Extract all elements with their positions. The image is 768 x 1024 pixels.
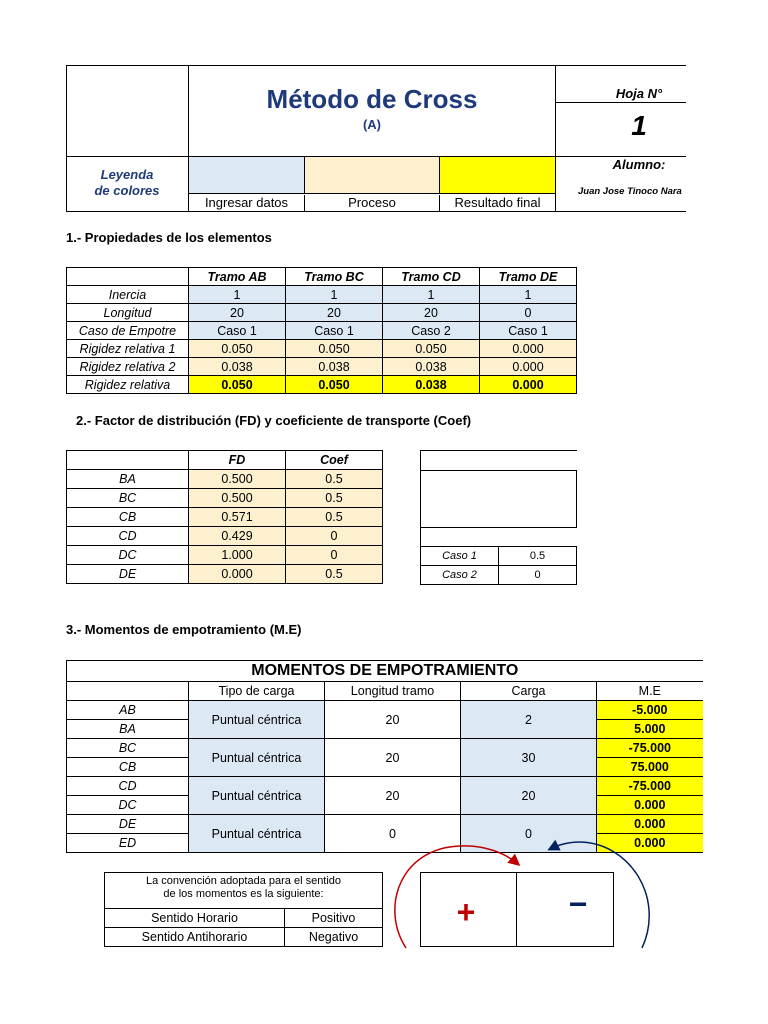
legend-label-process: Proceso xyxy=(305,195,440,212)
moment-arrows xyxy=(380,838,680,950)
tipo-carga-cell[interactable]: Puntual céntrica xyxy=(189,815,325,853)
col-me: M.E xyxy=(597,682,703,701)
col-tramo-cd: Tramo CD xyxy=(383,268,480,286)
properties-header-row xyxy=(67,268,577,286)
table-cell[interactable]: 1 xyxy=(480,286,577,304)
row-label: AB xyxy=(67,701,189,720)
moments-header-empty xyxy=(67,682,189,701)
row-label: Rigidez relativa 2 xyxy=(67,358,189,376)
me-cell: -5.000 xyxy=(597,701,703,720)
convention-row xyxy=(105,928,383,947)
table-cell: 0.5 xyxy=(286,489,383,508)
row-label: DC xyxy=(67,796,189,815)
row-label: DE xyxy=(67,815,189,834)
moments-title-row xyxy=(67,661,703,682)
cases-header-row xyxy=(421,451,577,471)
section1-title: 1.- Propiedades de los elementos xyxy=(66,230,272,245)
col-tipo-carga: Tipo de carga xyxy=(189,682,325,701)
legend-label-result: Resultado final xyxy=(454,195,541,210)
case-row xyxy=(421,566,577,585)
distribution-table xyxy=(66,450,383,584)
convention-sign: Negativo xyxy=(285,928,383,947)
student-label: Alumno: xyxy=(612,157,666,172)
me-cell: 0.000 xyxy=(597,796,703,815)
row-label: Inercia xyxy=(67,286,189,304)
student-name: Juan Jose Tinoco Nara xyxy=(578,186,682,197)
convention-sign: Positivo xyxy=(285,909,383,928)
carga-cell[interactable]: 30 xyxy=(461,739,597,777)
row-label: DE xyxy=(67,565,189,584)
page-subtitle: (A) xyxy=(362,117,382,132)
section2-title: 2.- Factor de distribución (FD) y coeficiente de transporte (Coef) xyxy=(76,413,472,428)
table-row xyxy=(67,739,703,758)
table-cell: 0.500 xyxy=(189,470,286,489)
properties-table xyxy=(66,267,577,394)
table-cell[interactable]: 1 xyxy=(383,286,480,304)
cases-table xyxy=(420,450,577,585)
table-cell: 0.050 xyxy=(189,340,286,358)
table-cell[interactable]: Caso 1 xyxy=(189,322,286,340)
row-label: Rigidez relativa 1 xyxy=(67,340,189,358)
me-cell: 75.000 xyxy=(597,758,703,777)
legend-swatch-result xyxy=(440,157,555,193)
convention-text xyxy=(105,873,383,909)
table-cell: 0.050 xyxy=(189,376,286,394)
legend-hline xyxy=(188,193,555,194)
row-label: DC xyxy=(67,546,189,565)
table-row xyxy=(67,777,703,796)
table-cell: 0 xyxy=(286,546,383,565)
table-cell: 0.5 xyxy=(286,565,383,584)
table-row xyxy=(67,701,703,720)
section3-title: 3.- Momentos de empotramiento (M.E) xyxy=(66,622,302,637)
convention-sense: Sentido Horario xyxy=(105,909,285,928)
row-rigidez-2 xyxy=(67,358,577,376)
row-label: BA xyxy=(67,470,189,489)
table-cell[interactable]: 20 xyxy=(286,304,383,322)
table-cell[interactable]: 1 xyxy=(286,286,383,304)
table-cell: 0.5 xyxy=(286,470,383,489)
table-cell: 0.050 xyxy=(286,376,383,394)
sheet-hline xyxy=(555,102,686,103)
plus-icon: + xyxy=(456,894,476,930)
me-cell: 0.000 xyxy=(597,834,703,853)
legend-label-line-2: de colores xyxy=(94,183,160,198)
me-cell: -75.000 xyxy=(597,739,703,758)
convention-text-line-1: La convención adoptada para el sentido xyxy=(145,875,342,887)
table-row xyxy=(67,470,383,489)
table-cell: 0.050 xyxy=(286,340,383,358)
longitud-cell: 20 xyxy=(325,739,461,777)
table-cell: 0.050 xyxy=(383,340,480,358)
case-row xyxy=(421,547,577,566)
case-value: 0 xyxy=(499,566,577,585)
sheet-number: 1 xyxy=(631,110,647,141)
table-row xyxy=(67,508,383,527)
col-tramo-de: Tramo DE xyxy=(480,268,577,286)
carga-cell[interactable]: 2 xyxy=(461,701,597,739)
cases-blank-cell xyxy=(421,471,577,528)
convention-text-line-2: de los momentos es la siguiente: xyxy=(163,888,324,900)
table-cell: 1.000 xyxy=(189,546,286,565)
properties-header-empty xyxy=(67,268,189,286)
counterclockwise-arrow-icon xyxy=(550,842,649,948)
table-row xyxy=(67,565,383,584)
table-row xyxy=(67,815,703,834)
longitud-cell: 20 xyxy=(325,777,461,815)
table-cell: 0.038 xyxy=(189,358,286,376)
convention-text-row xyxy=(105,873,383,909)
convention-sense: Sentido Antihorario xyxy=(105,928,285,947)
legend-label-input: Ingresar datos xyxy=(189,195,305,212)
table-cell[interactable]: 0 xyxy=(480,304,577,322)
convention-table xyxy=(104,872,383,947)
moments-table xyxy=(66,660,703,853)
table-row xyxy=(67,489,383,508)
row-longitud xyxy=(67,304,577,322)
legend-label xyxy=(66,167,188,199)
table-row xyxy=(67,546,383,565)
row-label: BC xyxy=(67,739,189,758)
convention-row xyxy=(105,909,383,928)
legend-swatch-input xyxy=(189,157,305,193)
legend-label-line-1: Leyenda xyxy=(100,167,154,182)
table-cell[interactable]: 1 xyxy=(189,286,286,304)
row-label: CD xyxy=(67,777,189,796)
row-label: Caso de Empotre xyxy=(67,322,189,340)
minus-icon: − xyxy=(568,886,588,922)
table-cell: 0.571 xyxy=(189,508,286,527)
row-rigidez-relativa xyxy=(67,376,577,394)
col-tramo-ab: Tramo AB xyxy=(189,268,286,286)
row-label: Longitud xyxy=(67,304,189,322)
row-label: Rigidez relativa xyxy=(67,376,189,394)
col-fd: FD xyxy=(189,451,286,470)
distribution-header-row xyxy=(67,451,383,470)
cases-header-empty xyxy=(421,451,577,471)
table-cell[interactable]: Caso 2 xyxy=(383,322,480,340)
sheet-label: Hoja N° xyxy=(615,86,663,101)
table-cell: 0.038 xyxy=(383,376,480,394)
moments-header-row xyxy=(67,682,703,701)
table-cell: 0.5 xyxy=(286,508,383,527)
me-cell: 0.000 xyxy=(597,815,703,834)
table-cell: 0.038 xyxy=(286,358,383,376)
moments-table-title: MOMENTOS DE EMPOTRAMIENTO xyxy=(67,661,703,682)
me-cell: 5.000 xyxy=(597,720,703,739)
clockwise-arrow-icon xyxy=(395,846,518,948)
row-caso-empotre xyxy=(67,322,577,340)
me-cell: -75.000 xyxy=(597,777,703,796)
row-label: BA xyxy=(67,720,189,739)
row-label: CB xyxy=(67,758,189,777)
table-cell: 0.000 xyxy=(480,340,577,358)
table-cell[interactable]: Caso 1 xyxy=(480,322,577,340)
carga-cell[interactable]: 0 xyxy=(461,815,597,853)
case-label: Caso 2 xyxy=(421,566,499,585)
case-value: 0.5 xyxy=(499,547,577,566)
table-cell: 0.000 xyxy=(480,376,577,394)
col-coef: Coef xyxy=(286,451,383,470)
longitud-cell: 20 xyxy=(325,701,461,739)
table-cell[interactable]: Caso 1 xyxy=(286,322,383,340)
cases-spacer-row xyxy=(421,528,577,547)
table-cell: 0.038 xyxy=(383,358,480,376)
cases-spacer-cell xyxy=(421,528,577,547)
table-cell: 0.500 xyxy=(189,489,286,508)
row-label: BC xyxy=(67,489,189,508)
distribution-header-empty xyxy=(67,451,189,470)
longitud-cell: 0 xyxy=(325,815,461,853)
cases-blank-row xyxy=(421,471,577,528)
table-cell[interactable]: 20 xyxy=(383,304,480,322)
table-cell: 0.429 xyxy=(189,527,286,546)
row-label: CD xyxy=(67,527,189,546)
page-title: Método de Cross xyxy=(266,84,478,114)
table-row xyxy=(67,527,383,546)
col-carga: Carga xyxy=(461,682,597,701)
row-label: ED xyxy=(67,834,189,853)
col-longitud-tramo: Longitud tramo xyxy=(325,682,461,701)
row-inercia xyxy=(67,286,577,304)
legend-swatch-process xyxy=(305,157,440,193)
table-cell: 0 xyxy=(286,527,383,546)
carga-cell[interactable]: 20 xyxy=(461,777,597,815)
table-cell: 0.000 xyxy=(189,565,286,584)
tipo-carga-cell[interactable]: Puntual céntrica xyxy=(189,777,325,815)
table-cell[interactable]: 20 xyxy=(189,304,286,322)
case-label: Caso 1 xyxy=(421,547,499,566)
table-cell: 0.000 xyxy=(480,358,577,376)
tipo-carga-cell[interactable]: Puntual céntrica xyxy=(189,701,325,739)
row-label: CB xyxy=(67,508,189,527)
row-rigidez-1 xyxy=(67,340,577,358)
col-tramo-bc: Tramo BC xyxy=(286,268,383,286)
tipo-carga-cell[interactable]: Puntual céntrica xyxy=(189,739,325,777)
